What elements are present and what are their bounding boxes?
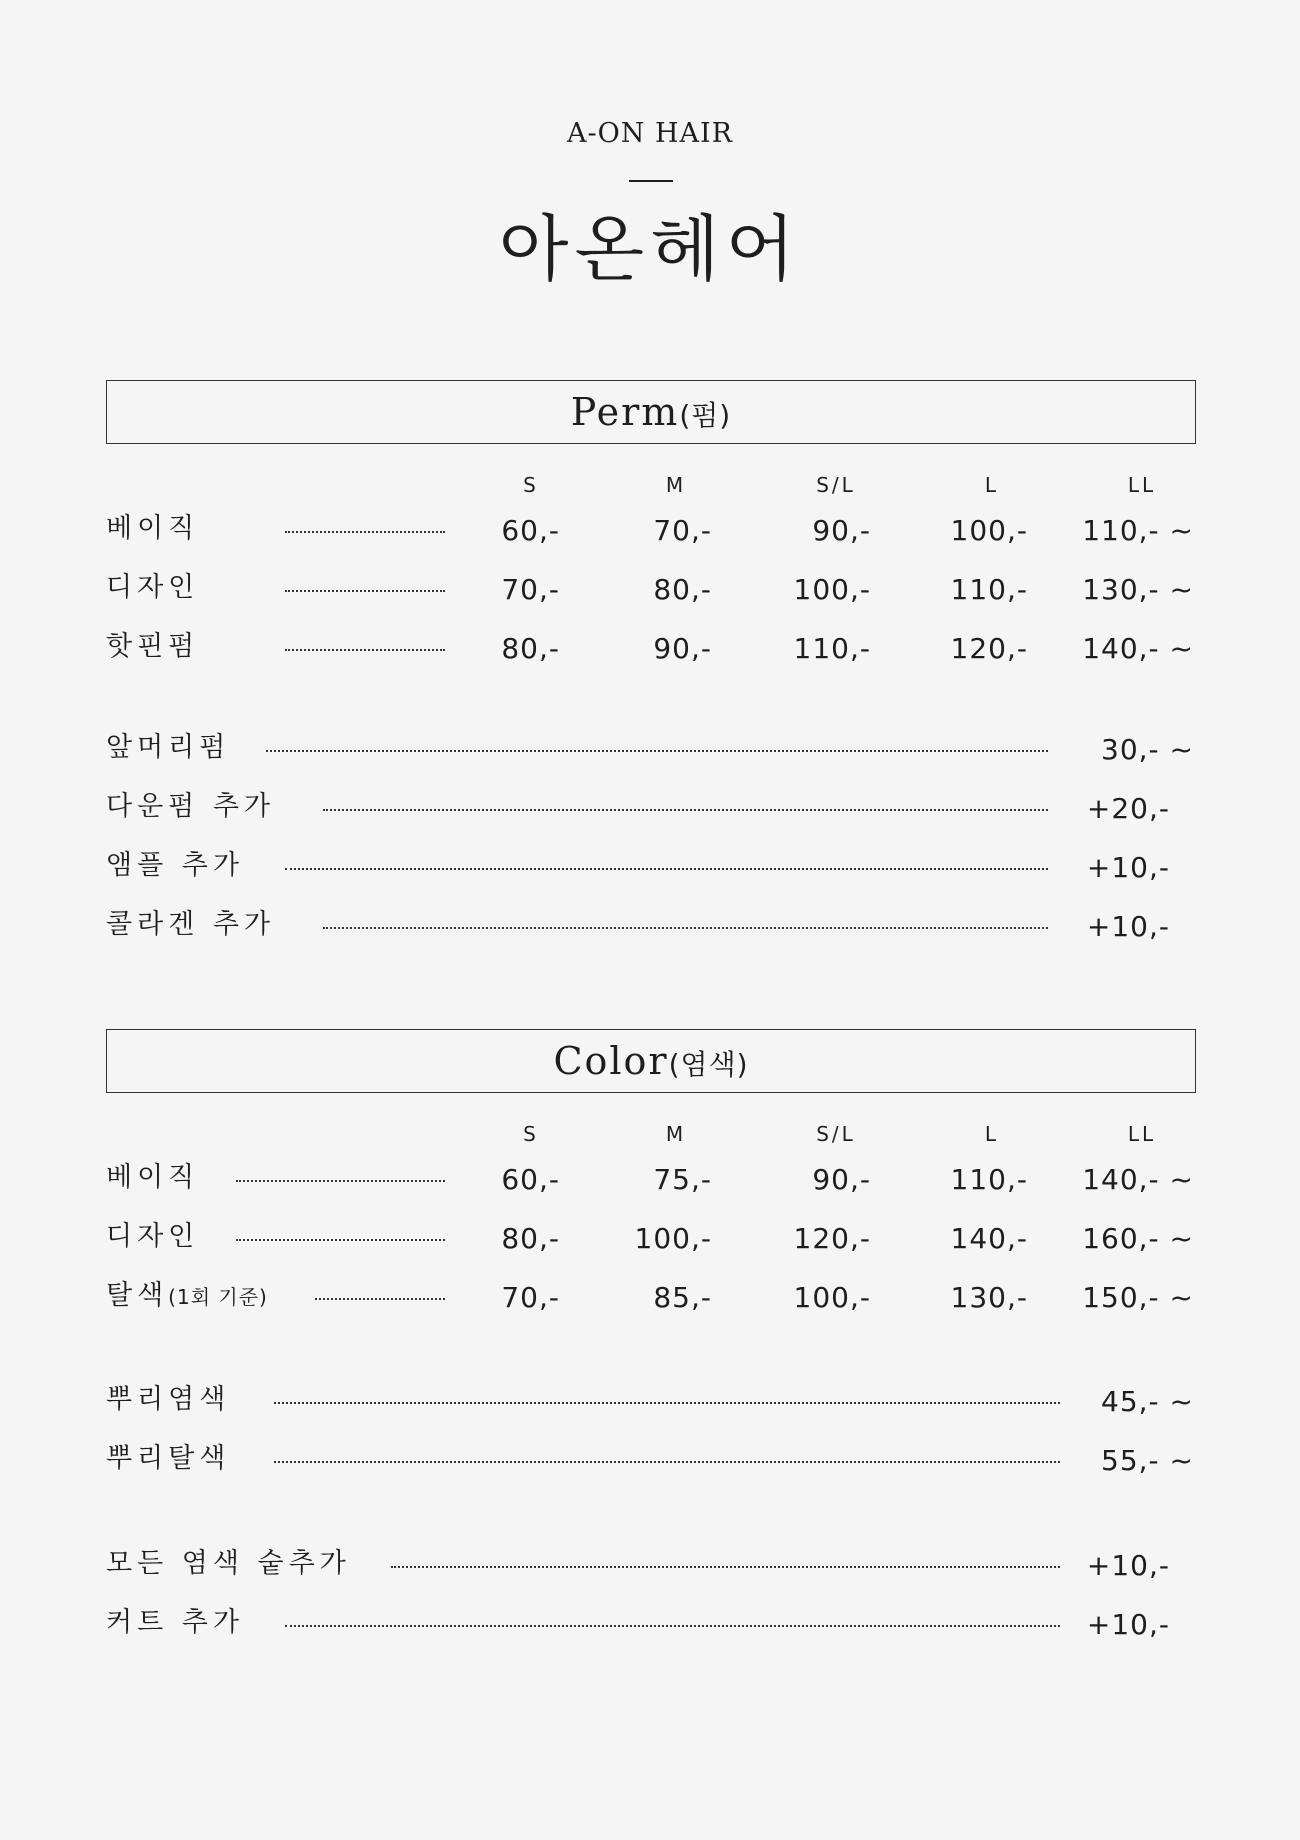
color-row-name: 디자인 [106,1221,200,1252]
perm-extra-name: 앰플 추가 [106,850,244,881]
perm-row-name: 베이직 [106,513,200,544]
perm-extra-name: 다운펌 추가 [106,791,275,822]
dotted-leader [274,1461,1060,1463]
color-extra-name: 뿌리탈색 [106,1443,231,1474]
perm-price-l: 100,- [950,514,1028,547]
perm-extra-price: +10,- [1086,851,1170,884]
perm-section-title [106,380,1196,444]
color-price-sl: 120,- [793,1222,871,1255]
color-row-name: 베이직 [106,1162,200,1193]
color-size-m: M [665,1122,687,1146]
perm-size-m: M [665,473,687,497]
dotted-leader [323,809,1048,811]
dotted-leader [323,927,1048,929]
color-extra-price: 55,- ~ [1101,1444,1194,1477]
color-section-title [106,1029,1196,1093]
dotted-leader [285,649,445,651]
perm-extra-price: 30,- ~ [1101,733,1194,766]
dotted-leader [285,1625,1060,1627]
perm-price-m: 80,- [653,573,712,606]
brand-english-name: A-ON HAIR [566,118,733,149]
perm-extra-price: +10,- [1086,910,1170,943]
color-price-s: 70,- [501,1281,560,1314]
color-addon-name: 커트 추가 [106,1607,244,1638]
brand-korean-name: 아온헤어 [498,207,802,291]
perm-price-ll: 140,- ~ [1082,632,1194,665]
color-price-sl: 100,- [793,1281,871,1314]
color-price-l: 140,- [950,1222,1028,1255]
color-price-ll: 150,- ~ [1082,1281,1194,1314]
color-extra-price: 45,- ~ [1101,1385,1194,1418]
perm-price-m: 90,- [653,632,712,665]
perm-price-s: 70,- [501,573,560,606]
color-addon-price: +10,- [1086,1608,1170,1641]
color-price-m: 100,- [634,1222,712,1255]
perm-price-sl: 100,- [793,573,871,606]
dotted-leader [236,1180,445,1182]
perm-row-name: 디자인 [106,572,200,603]
color-row-name-text: 탈색 [106,1280,169,1311]
color-price-m: 75,- [653,1163,712,1196]
brand-divider [629,180,673,182]
color-price-l: 110,- [950,1163,1028,1196]
perm-price-ll: 110,- ~ [1082,514,1194,547]
perm-extra-name: 앞머리펌 [106,732,231,763]
color-title-english: Color [553,1039,669,1083]
perm-price-s: 60,- [501,514,560,547]
perm-price-sl: 110,- [793,632,871,665]
color-title-korean: (염색) [668,1048,749,1081]
dotted-leader [391,1566,1060,1568]
dotted-leader [315,1298,445,1300]
color-size-l: L [984,1122,1000,1146]
color-addon-name: 모든 염색 숱추가 [106,1548,351,1579]
perm-price-sl: 90,- [812,514,871,547]
perm-price-l: 110,- [950,573,1028,606]
perm-size-sl: S/L [816,473,856,497]
dotted-leader [285,868,1048,870]
perm-price-ll: 130,- ~ [1082,573,1194,606]
color-price-ll: 160,- ~ [1082,1222,1194,1255]
perm-price-s: 80,- [501,632,560,665]
color-price-l: 130,- [950,1281,1028,1314]
perm-price-m: 70,- [653,514,712,547]
color-price-ll: 140,- ~ [1082,1163,1194,1196]
perm-size-ll: LL [1127,473,1157,497]
dotted-leader [236,1239,445,1241]
dotted-leader [266,750,1048,752]
perm-price-l: 120,- [950,632,1028,665]
color-size-s: S [523,1122,539,1146]
color-extra-name: 뿌리염색 [106,1384,231,1415]
perm-title-korean: (펌) [679,399,732,432]
perm-extra-price: +20,- [1086,792,1170,825]
dotted-leader [285,531,445,533]
color-row-note: (1회 기준) [168,1285,268,1309]
color-row-name [106,1279,268,1314]
dotted-leader [285,590,445,592]
color-addon-price: +10,- [1086,1549,1170,1582]
perm-size-l: L [984,473,1000,497]
perm-title-english: Perm [570,390,680,434]
color-size-sl: S/L [816,1122,856,1146]
perm-size-s: S [523,473,539,497]
perm-extra-name: 콜라겐 추가 [106,909,275,940]
color-price-sl: 90,- [812,1163,871,1196]
color-size-ll: LL [1127,1122,1157,1146]
dotted-leader [274,1402,1060,1404]
color-price-m: 85,- [653,1281,712,1314]
perm-row-name: 핫핀펌 [106,631,200,662]
color-price-s: 80,- [501,1222,560,1255]
color-price-s: 60,- [501,1163,560,1196]
